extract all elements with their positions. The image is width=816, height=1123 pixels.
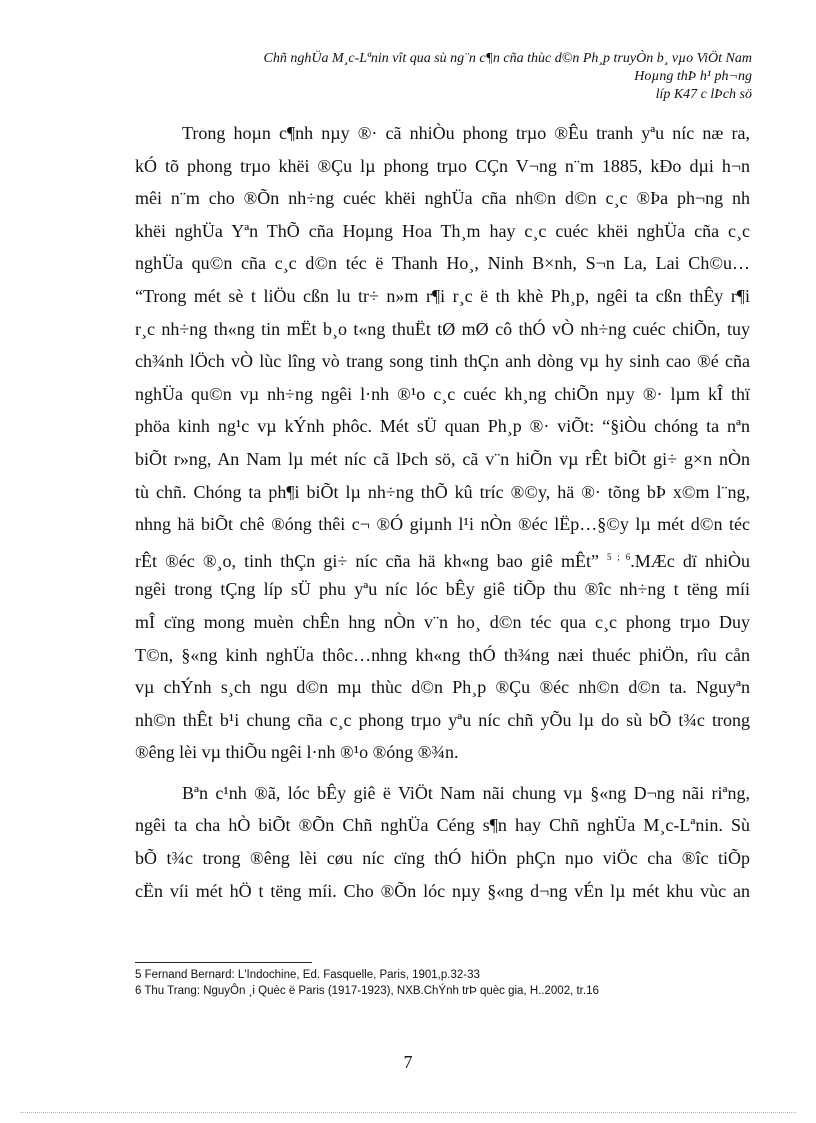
text-line: biÕt r»ng, An Nam lµ mét níc cã lÞch sö, cã v¨n hiÕn vµ rÊt biÕt gi÷ g×n nÒn: [135, 448, 750, 469]
paragraph-gap: [135, 769, 750, 777]
text-line: Bªn c¹nh ®ã, lóc bÊy giê ë ViÖt Nam nãi chung vµ §«ng D¬ng nãi riªng,: [182, 782, 750, 803]
text-line-with-footnote: [135, 541, 750, 574]
text-line: cËn víi mét hÖ t tëng míi. Cho ®Õn lóc nµy §«ng d¬ng vÉn lµ mét khu vùc an: [135, 880, 750, 901]
sentence-continuation: .MÆc dï nhiÒu: [630, 550, 750, 571]
page-number: 7: [403, 1052, 413, 1072]
text-line: ngêi ta cha hÒ biÕt ®Õn Chñ nghÜa Céng s¶n hay Chñ nghÜa M¸c-Lªnin. Sù: [135, 815, 750, 836]
footnote-divider: [135, 962, 312, 963]
text-line: T©n, §«ng kinh nghÜa thôc…nhng kh«ng thÓ th¾ng næi thuéc phiÖn, rîu cån: [135, 644, 750, 665]
text-line: ch¾nh lÖch vÒ lùc lîng vò trang song tinh thÇn anh dòng vµ hy sinh cao ®é cña: [135, 351, 750, 372]
footnote-reference: 5 ; 6: [607, 551, 631, 562]
text-line: mêi n¨m cho ®Õn nh÷ng cuéc khëi nghÜa cña nh©n d©n c¸c ®Þa ph¬ng nh: [135, 188, 750, 209]
body-text: [135, 117, 750, 907]
text-line: khëi nghÜa Yªn ThÕ cña Hoµng Hoa Th¸m hay c¸c cuéc khëi nghÜa cña c¸c: [135, 220, 750, 241]
footnote-5: 5 Fernand Bernard: L'Indochine, Ed. Fasquelle, Paris, 1901,p.32-33: [135, 969, 480, 981]
text-line: ®êng lèi vµ thiÕu ngêi l·nh ®¹o ®óng ®¾n.: [135, 742, 459, 763]
text-line: nghÜa qu©n cña c¸c d©n téc ë Thanh Ho¸, Ninh B×nh, S¬n La, Lai Ch©u…: [135, 253, 750, 274]
running-header: [132, 50, 752, 104]
text-line: phöa kinh ng¹c vµ kÝnh phôc. Mét sÜ quan Ph¸p ®· viÕt: “§iÒu chóng ta nªn: [135, 416, 750, 437]
page-bottom-border: [20, 1112, 796, 1113]
text-line: tù chñ. Chóng ta ph¶i biÕt lµ nh÷ng thÕ kû tríc ®©y, hä ®· tõng bÞ x©m l¨ng,: [135, 481, 750, 502]
footnotes: [135, 967, 750, 999]
text-line: vµ chÝnh s¸ch ngu d©n mµ thùc d©n Ph¸p ®Çu ®éc nh©n d©n ta. Nguyªn: [135, 677, 750, 698]
text-line: bÕ t¾c trong ®êng lèi cøu níc cïng thÓ hiÖn phÇn nµo viÖc cha ®îc tiÕp: [135, 848, 750, 869]
text-line: nhng hä biÕt chê ®óng thêi c¬ ®Ó giµnh l¹i nÒn ®éc lËp…§©y lµ mét d©n téc: [135, 514, 750, 535]
text-line: “Trong mét sè t liÖu cßn lu tr÷ n»m r¶i r¸c ë th khè Ph¸p, ngêi ta cßn thÊy r¶i: [135, 285, 750, 306]
text-line: nh©n thÊt b¹i chung cña c¸c phong trµo yªu níc chñ yÕu lµ do sù bÕ t¾c trong: [135, 709, 750, 730]
text-line: Trong hoµn c¶nh nµy ®· cã nhiÒu phong trµo ®Êu tranh yªu níc næ ra,: [182, 123, 750, 143]
header-title: Chñ nghÜa M¸c-Lªnin vît qua sù ng¨n c¶n cña thùc d©n Ph¸p truyÒn b¸ vµo ViÖt Nam: [263, 51, 752, 66]
text-line: kÓ tõ phong trµo khëi ®Çu lµ phong trµo CÇn V¬ng n¨m 1885, kÐo dµi h¬n: [135, 155, 750, 176]
footnote-6: 6 Thu Trang: NguyÔn ¸i Quèc ë Paris (1917-1923), NXB.ChÝnh trÞ quèc gia, H..2002, tr.16: [135, 985, 599, 997]
text-line: nghÜa qu©n vµ nh÷ng ngêi l·nh ®¹o c¸c cuéc kh¸ng chiÕn nµy ®· lµm kÎ thï: [135, 383, 750, 404]
header-class: líp K47 c lÞch sö: [655, 87, 752, 102]
text-line: r¸c nh÷ng th«ng tin mËt b¸o t«ng thuËt tØ mØ cô thÓ vÒ nh÷ng cuéc chiÕn, tuy: [135, 318, 750, 339]
text-line: ngêi trong tÇng líp sÜ phu yªu níc lóc bÊy giê tiÕp thu ®îc nh÷ng t tëng míi: [135, 579, 750, 600]
quote-end: rÊt ®éc ®¸o, tinh thÇn gi÷ níc cña hä kh«ng bao giê mÊt”: [135, 550, 599, 571]
header-author: Hoµng thÞ h¹ ph¬ng: [634, 69, 752, 84]
text-line: mÎ cïng mong muèn chÊn hng nÒn v¨n ho¸ d©n téc qua c¸c phong trµo Duy: [135, 611, 750, 632]
